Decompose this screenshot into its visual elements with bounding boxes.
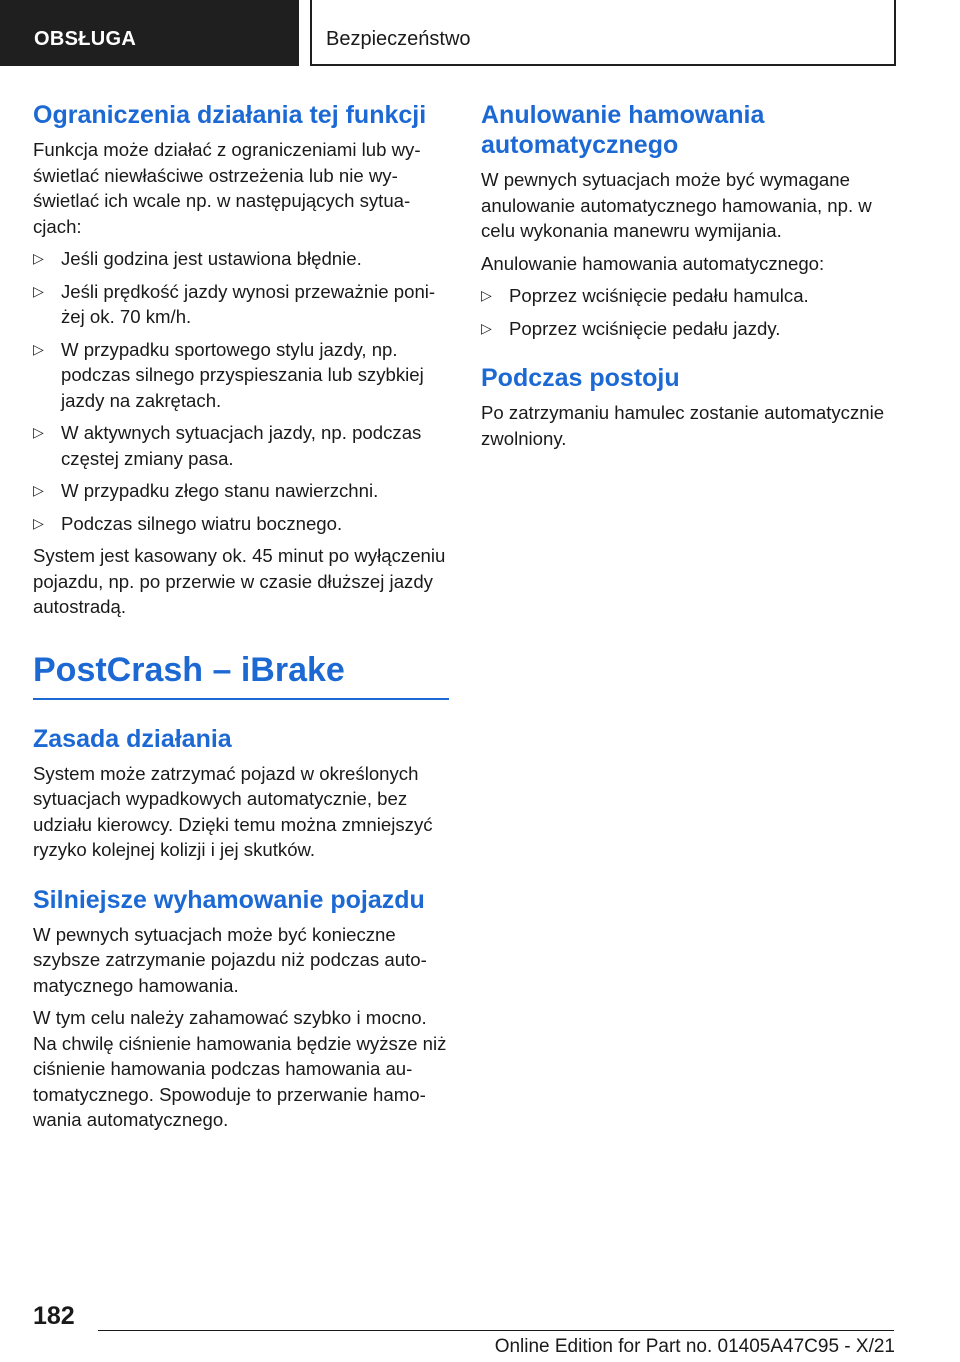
page-number: 182 (33, 1302, 75, 1330)
triangle-right-icon: ▷ (33, 250, 44, 266)
triangle-right-icon: ▷ (481, 287, 492, 303)
list-item: ▷ Poprzez wciśnięcie pedału jazdy. (481, 316, 901, 342)
paragraph-reset: System jest kasowany ok. 45 minut po wyłączeniu pojazdu, np. po przerwie w czasie dłuższej jazdy autostradą. (33, 545, 446, 617)
paragraph-limits: Funkcja może działać z ograniczeniami lub wyświetlać niewłaściwe ostrzeżenia lub nie wyświetlać ich wcale np. w następujących sytuacjach: (33, 139, 421, 237)
cancel-list (481, 283, 901, 341)
list-item: ▷ W przypadku sportowego stylu jazdy, np. podczas silnego przyspieszania lub szybkiej jazdy na zakrętach. (33, 338, 424, 411)
list-item: ▷ Poprzez wciśnięcie pedału hamulca. (481, 283, 901, 309)
triangle-right-icon: ▷ (33, 424, 44, 440)
right-column (481, 100, 901, 458)
section-tab: OBSŁUGA (0, 0, 299, 66)
paragraph-standstill: Po zatrzymaniu hamulec zostanie automatycznie zwolniony. (481, 402, 885, 449)
paragraph-stronger-2: W tym celu należy zahamować szybko i mocno. Na chwilę ciśnienie hamowania będzie wyższe niż ciśnienie hamowania podczas hamowania automatycznego. Spowoduje to przerwanie hamowania automatycznego. (33, 1007, 447, 1130)
page-header (0, 0, 960, 66)
triangle-right-icon: ▷ (33, 340, 44, 357)
triangle-right-icon: ▷ (33, 514, 44, 531)
list-item: ▷ W przypadku złego stanu nawierzchni. (33, 478, 449, 504)
list-item: ▷ Podczas silnego wiatru bocznego. (33, 511, 449, 537)
paragraph-cancel-1: W pewnych sytuacjach może być wymagane anulowanie automatycznego hamowania, np. w celu wykonania manewru wymijania. (481, 169, 872, 241)
heading-stronger-braking: Silniejsze wyhamowanie pojazdu (33, 885, 425, 914)
heading-cancel-braking: Anulowanie hamowania automatycznego (481, 101, 765, 159)
heading-principle: Zasada działania (33, 724, 232, 753)
left-column (33, 100, 449, 1140)
paragraph-stronger-1: W pewnych sytuacjach może być konieczne szybsze zatrzymanie pojazdu niż podczas automatycznego hamowania. (33, 923, 427, 996)
chapter-tab: Bezpieczeństwo (310, 0, 896, 66)
footer-edition: Online Edition for Part no. 01405A47C95 - X/21 (494, 1336, 895, 1357)
triangle-right-icon: ▷ (33, 482, 44, 498)
footer-divider (98, 1330, 894, 1331)
paragraph-principle: System może zatrzymać pojazd w określonych sytuacjach wypadkowych automatycznie, bez udziału kierowcy. Dzięki temu można zmniejszyć ryzyko kolejnej kolizji i jej skutków. (33, 762, 433, 860)
paragraph-cancel-2: Anulowanie hamowania automatycznego: (481, 252, 825, 274)
triangle-right-icon: ▷ (481, 319, 492, 336)
heading-standstill: Podczas postoju (481, 364, 680, 392)
limits-list (33, 246, 449, 536)
heading-postcrash: PostCrash – iBrake (33, 650, 449, 700)
list-item: ▷ Jeśli prędkość jazdy wynosi przeważnie poniżej ok. 70 km/h. (33, 280, 436, 327)
heading-limits: Ograniczenia działania tej funkcji (33, 101, 427, 129)
list-item: ▷ Jeśli godzina jest ustawiona błędnie. (33, 246, 449, 272)
list-item: ▷ W aktywnych sytuacjach jazdy, np. podczas częstej zmiany pasa. (33, 422, 422, 469)
triangle-right-icon: ▷ (33, 282, 44, 299)
